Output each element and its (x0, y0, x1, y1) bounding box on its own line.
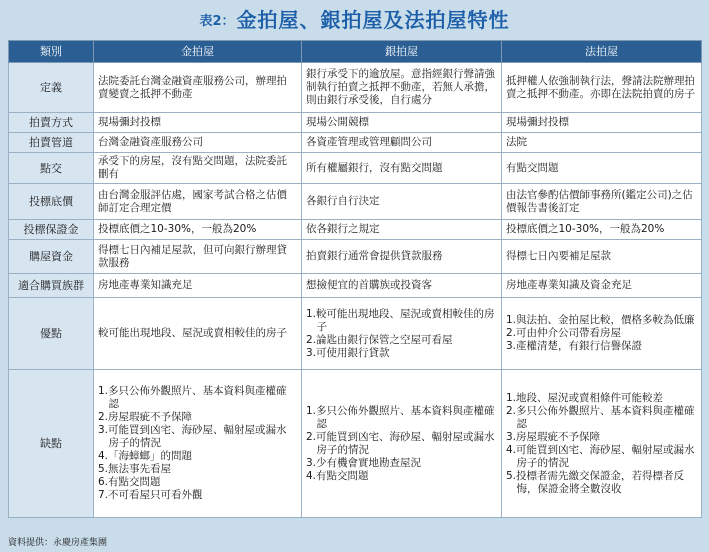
cell-line: 抵押權人依強制執行法，聲請法院辦理拍賣之抵押不動產。亦即在法院拍賣的房子 (506, 74, 695, 100)
cell-line: 6.有點交問題 (98, 476, 161, 488)
cell-gold (94, 153, 302, 184)
cell-court (502, 240, 702, 274)
table-number: 表2： (199, 14, 235, 29)
cell-silver (302, 298, 502, 370)
cell-line: 投標底價之10-30%，一般為20% (98, 223, 257, 235)
cell-line: 法院委託台灣金融資產服務公司，辦理拍賣變賣之抵押不動產 (98, 74, 287, 100)
cell-line: 拍賣銀行通常會提供貸款服務 (306, 250, 443, 262)
cell-line: 2.可由仲介公司帶看房屋 (506, 327, 622, 339)
cell-line: 3.房屋瑕疵不予保障 (506, 430, 601, 443)
cell-line: 1.多只公佈外觀照片、基本資料與產權確認 (306, 404, 495, 430)
cell-line: 各資產管理或管理顧問公司 (306, 136, 432, 148)
cell-gold (94, 133, 302, 153)
table-row (9, 63, 702, 113)
cell-line: 4.有點交問題 (306, 469, 369, 482)
row-label: 拍賣管道 (9, 133, 94, 153)
table-row (9, 113, 702, 133)
cell-line: 4.可能買到凶宅、海砂屋、輻射屋或漏水房子的情況 (506, 443, 695, 469)
cell-line: 7.不可看屋只可看外觀 (98, 489, 203, 501)
row-label: 定義 (9, 63, 94, 113)
table-row (9, 133, 702, 153)
cell-gold (94, 370, 302, 518)
cell-line: 投標底價之10-30%，一般為20% (506, 223, 665, 235)
cell-gold (94, 63, 302, 113)
header-silver: 銀拍屋 (302, 41, 502, 63)
table-row (9, 153, 702, 184)
cell-gold (94, 220, 302, 240)
cell-silver (302, 63, 502, 113)
cell-gold (94, 274, 302, 298)
cell-court (502, 220, 702, 240)
row-label: 購屋資金 (9, 240, 94, 274)
table-row (9, 370, 702, 518)
cell-court (502, 370, 702, 518)
cell-line: 2.房屋瑕疵不予保障 (98, 411, 193, 423)
cell-silver (302, 153, 502, 184)
cell-court (502, 63, 702, 113)
cell-line: 想撿便宜的首購族或投資客 (306, 279, 432, 291)
cell-line: 1.地段、屋況或賣相條件可能較差 (506, 391, 664, 404)
cell-line: 2.可能買到凶宅、海砂屋、輻射屋或漏水房子的情況 (306, 430, 495, 456)
cell-gold (94, 113, 302, 133)
header-gold: 金拍屋 (94, 41, 302, 63)
cell-silver (302, 274, 502, 298)
cell-line: 現場彌封投標 (506, 116, 569, 128)
cell-court (502, 298, 702, 370)
cell-silver (302, 113, 502, 133)
row-label: 優點 (9, 298, 94, 370)
cell-line: 得標七日內要補足屋款 (506, 250, 611, 262)
cell-silver (302, 184, 502, 220)
header-court: 法拍屋 (502, 41, 702, 63)
cell-line: 3.可使用銀行貸款 (306, 346, 390, 359)
table-row (9, 240, 702, 274)
comparison-table (8, 40, 702, 518)
row-label: 拍賣方式 (9, 113, 94, 133)
row-label: 投標保證金 (9, 220, 94, 240)
cell-line: 台灣金融資產服務公司 (98, 136, 203, 148)
cell-line: 2.多只公佈外觀照片、基本資料與產權確認 (506, 404, 695, 430)
cell-line: 銀行承受下的逾放屋。意指經銀行聲請強制執行拍賣之抵押不動產，若無人承擔，則由銀行承受後，自行處分 (306, 68, 495, 106)
cell-line: 4.「海蟑螂」的問題 (98, 450, 193, 462)
cell-line: 由法官參酌估價師事務所(鑑定公司)之估價報告書後訂定 (506, 188, 693, 214)
cell-court (502, 153, 702, 184)
row-label: 缺點 (9, 370, 94, 518)
table-row (9, 220, 702, 240)
cell-court (502, 113, 702, 133)
cell-court (502, 184, 702, 220)
cell-line: 承受下的房屋，沒有點交問題，法院委託刪有 (98, 155, 287, 180)
cell-line: 1.與法拍、金拍屋比較，價格多較為低廉 (506, 314, 695, 326)
header-row (9, 41, 702, 63)
source-credit: 資料提供：永慶房產集團 (8, 538, 108, 548)
cell-line: 5.投標者需先繳交保證金，若得標者反悔，保證金將全數沒收 (506, 469, 685, 495)
cell-court (502, 133, 702, 153)
table-title: 金拍屋、銀拍屋及法拍屋特性 (236, 8, 510, 32)
cell-line: 由台灣金服評估處，國家考試合格之估價師訂定合理定價 (98, 188, 287, 214)
cell-line: 有點交問題 (506, 161, 559, 174)
cell-line: 現場公開競標 (306, 116, 369, 128)
cell-silver (302, 220, 502, 240)
table-row (9, 298, 702, 370)
cell-silver (302, 133, 502, 153)
row-label: 投標底價 (9, 184, 94, 220)
table-row (9, 274, 702, 298)
cell-line: 3.產權清楚，有銀行信譽保證 (506, 340, 643, 352)
row-label: 點交 (9, 153, 94, 184)
header-category: 類別 (9, 41, 94, 63)
cell-gold (94, 240, 302, 274)
cell-silver (302, 370, 502, 518)
cell-line: 所有權屬銀行，沒有點交問題 (306, 161, 443, 174)
cell-silver (302, 240, 502, 274)
cell-line: 房地產專業知識充足 (98, 279, 193, 291)
cell-line: 5.無法事先看屋 (98, 463, 172, 475)
cell-line: 較可能出現地段、屋況或賣相較佳的房子 (98, 327, 287, 339)
table-row (9, 184, 702, 220)
cell-court (502, 274, 702, 298)
cell-line: 各銀行自行決定 (306, 195, 380, 207)
cell-line: 法院 (506, 136, 527, 148)
cell-line: 1.多只公佈外觀照片、基本資料與產權確認 (98, 385, 287, 410)
cell-line: 現場彌封投標 (98, 116, 161, 128)
cell-line: 依各銀行之規定 (306, 223, 380, 235)
cell-line: 得標七日內補足屋款，但可向銀行辦理貸款服務 (98, 243, 287, 269)
page-title (0, 6, 709, 34)
cell-line: 3.少有機會實地勘查屋況 (306, 456, 422, 469)
cell-line: 3.可能買到凶宅、海砂屋、輻射屋或漏水房子的情況 (98, 424, 287, 449)
cell-gold (94, 184, 302, 220)
cell-gold (94, 298, 302, 370)
cell-line: 2.論匙由銀行保管之空屋可看屋 (306, 333, 453, 346)
row-label: 適合購買族群 (9, 274, 94, 298)
cell-line: 房地產專業知識及資金充足 (506, 279, 632, 291)
cell-line: 1.較可能出現地段、屋況或賣相較佳的房子 (306, 307, 495, 333)
